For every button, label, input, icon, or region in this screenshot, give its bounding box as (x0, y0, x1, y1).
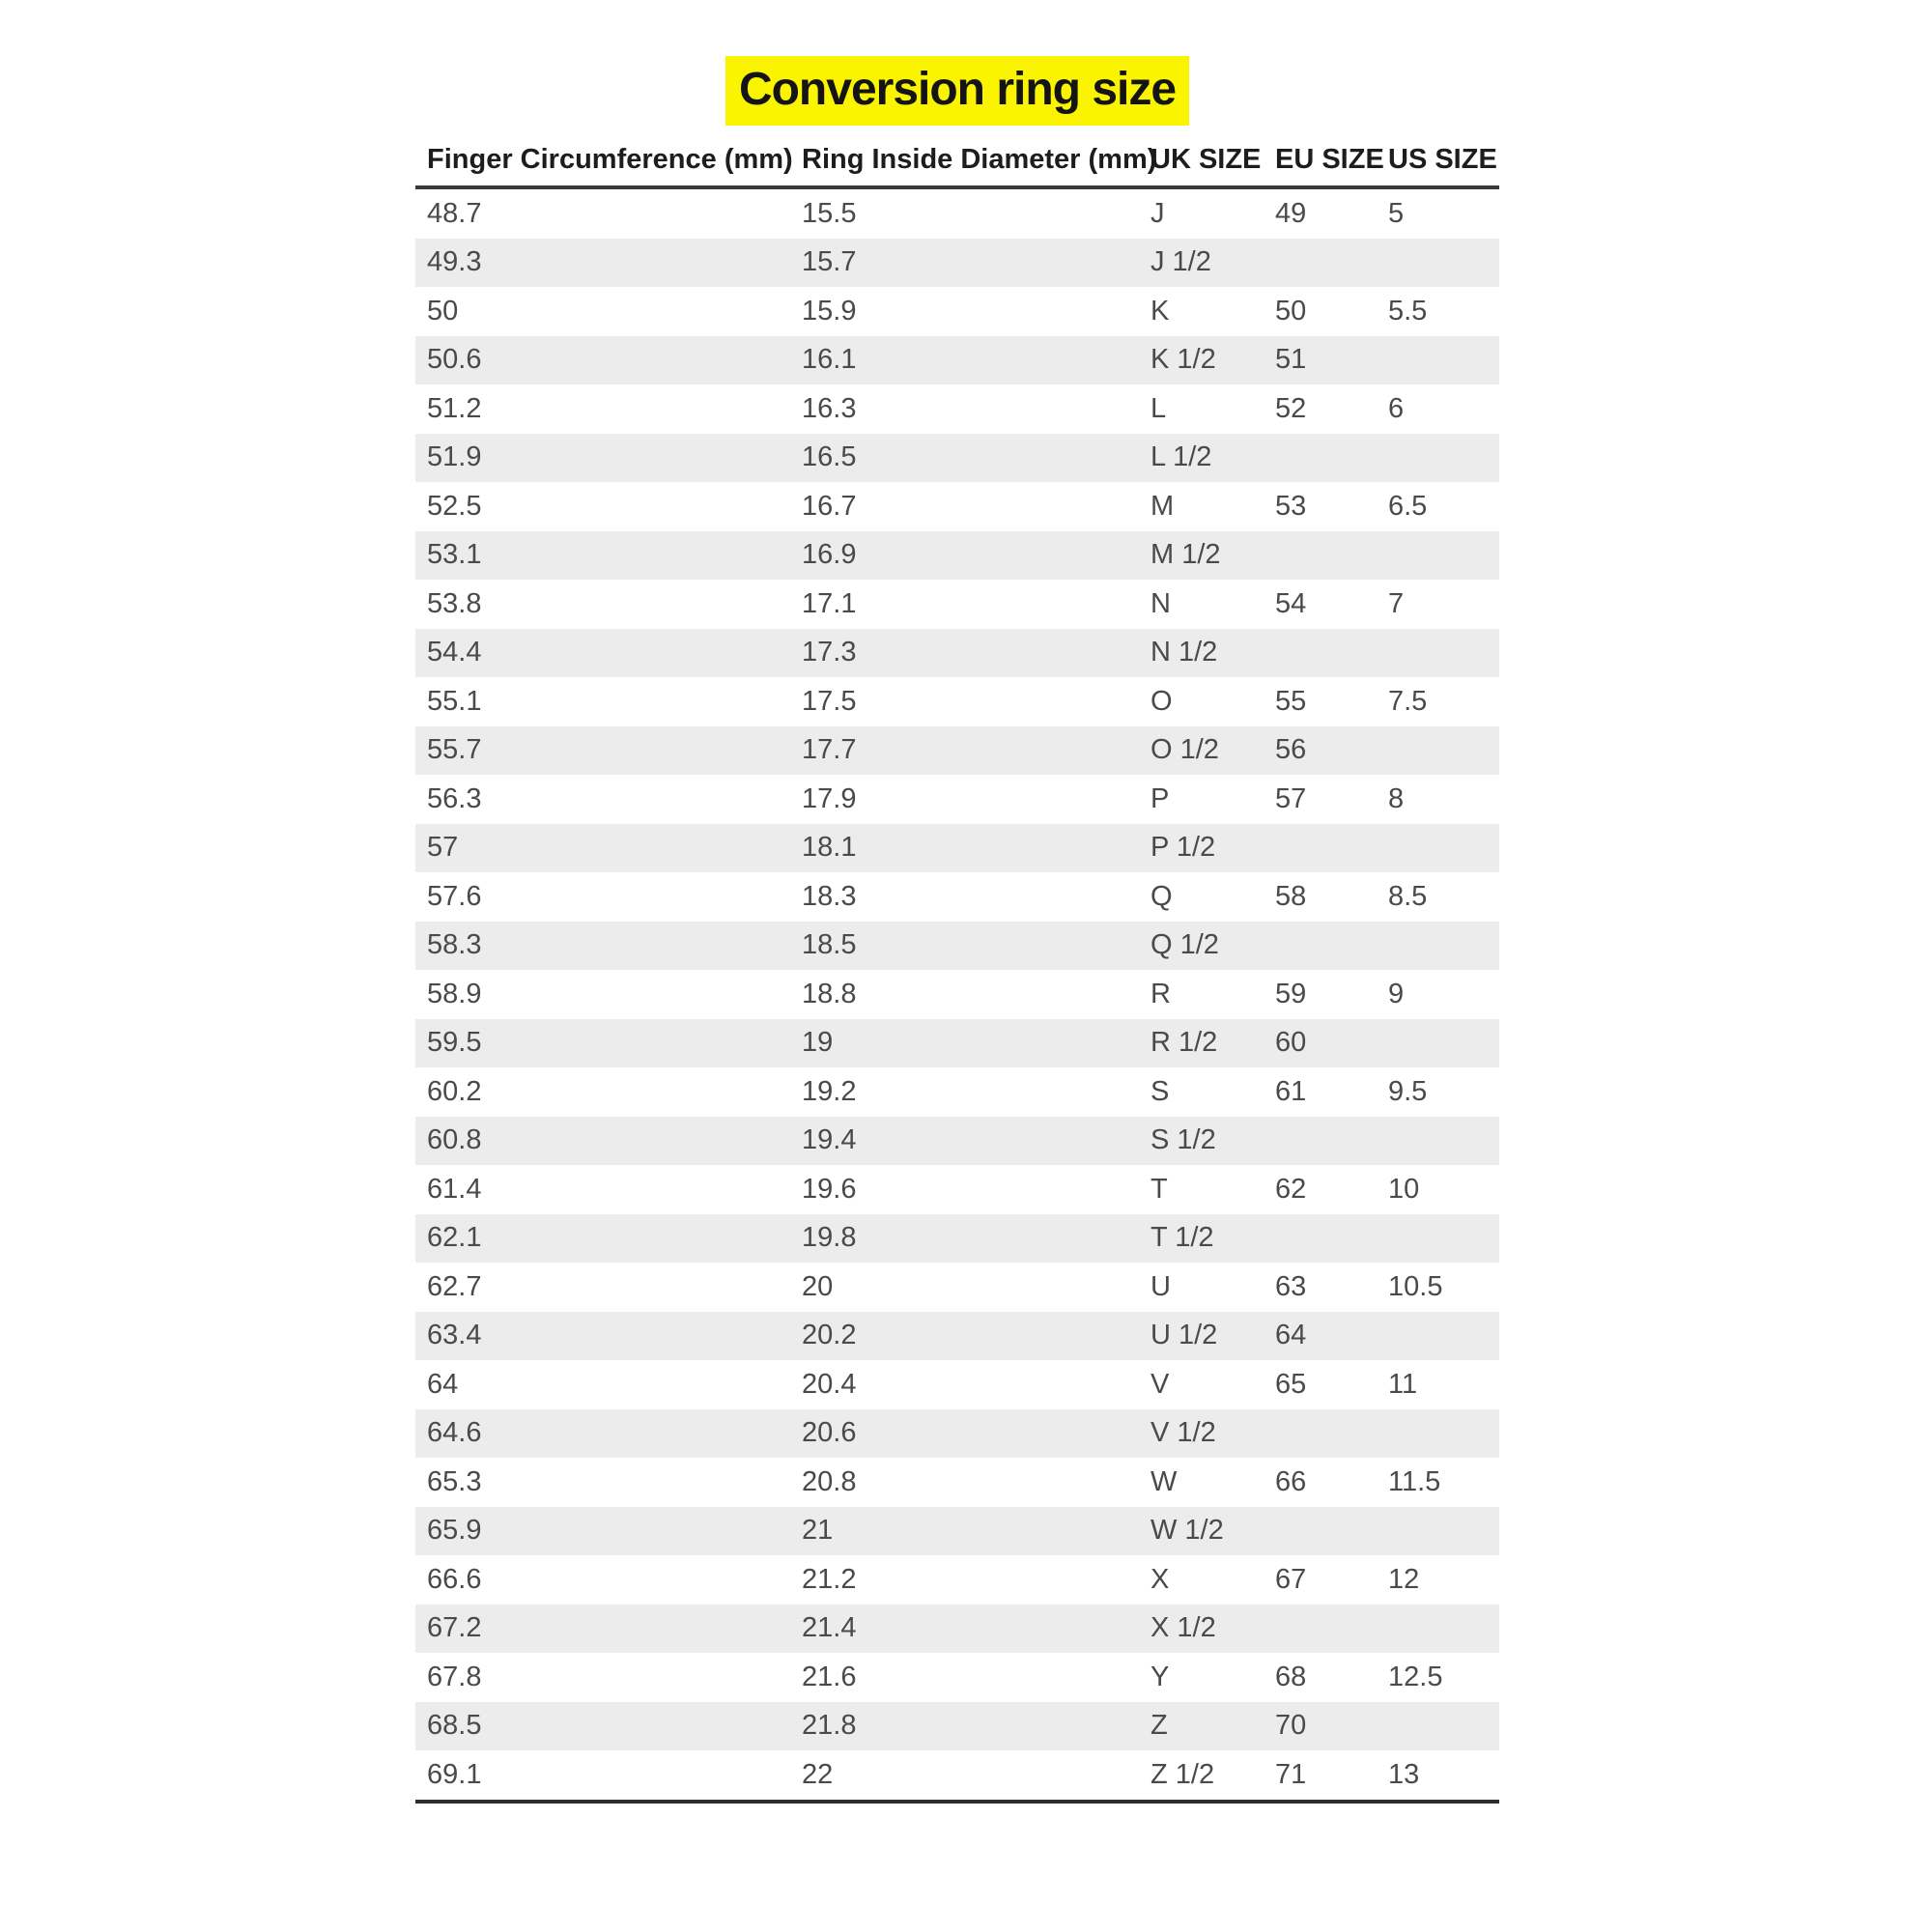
table-cell: O (1151, 685, 1173, 717)
table-cell: 8 (1388, 782, 1405, 814)
table-cell: U (1151, 1270, 1171, 1302)
table-cell: 5.5 (1388, 295, 1428, 327)
table-cell: 60.2 (427, 1075, 482, 1107)
table-cell: 61.4 (427, 1173, 482, 1205)
table-cell: 16.9 (802, 539, 857, 571)
table-row (415, 1605, 1499, 1654)
table-row (415, 1019, 1499, 1068)
table-cell: 20.2 (802, 1320, 857, 1351)
table-row (415, 189, 1499, 239)
table-cell: 16.5 (802, 441, 857, 473)
table-row (415, 726, 1499, 776)
table-cell: 10.5 (1388, 1270, 1443, 1302)
table-cell: 19.8 (802, 1222, 857, 1254)
table-cell: 18.5 (802, 929, 857, 961)
table-cell: 66 (1275, 1465, 1307, 1497)
table-row (415, 384, 1499, 434)
table-cell: 65.3 (427, 1465, 482, 1497)
table-cell: 57 (1275, 782, 1307, 814)
table-cell: 20.4 (802, 1368, 857, 1400)
table-cell: 59 (1275, 978, 1307, 1009)
table-row (415, 1117, 1499, 1166)
table-cell: 7.5 (1388, 685, 1428, 717)
table-cell: 51.9 (427, 441, 482, 473)
table-cell: 57 (427, 832, 459, 864)
table-cell: 53.8 (427, 587, 482, 619)
table-cell: Q (1151, 880, 1173, 912)
table-cell: 61 (1275, 1075, 1307, 1107)
header-eu-size: EU SIZE (1275, 143, 1384, 175)
table-cell: K (1151, 295, 1170, 327)
table-cell: 18.8 (802, 978, 857, 1009)
table-cell: R (1151, 978, 1171, 1009)
table-cell: 10 (1388, 1173, 1420, 1205)
table-cell: 21.4 (802, 1612, 857, 1644)
table-cell: 58.9 (427, 978, 482, 1009)
table-cell: M (1151, 490, 1175, 522)
table-cell: J 1/2 (1151, 246, 1211, 278)
table-cell: R 1/2 (1151, 1027, 1218, 1059)
table-cell: 16.7 (802, 490, 857, 522)
table-cell: O 1/2 (1151, 734, 1219, 766)
table-cell: 19.4 (802, 1124, 857, 1156)
table-cell: 11.5 (1388, 1465, 1441, 1497)
table-row (415, 1702, 1499, 1751)
table-cell: 52 (1275, 392, 1307, 424)
table-row (415, 1409, 1499, 1459)
table-cell: 56.3 (427, 782, 482, 814)
table-row (415, 1458, 1499, 1507)
table-cell: V (1151, 1368, 1170, 1400)
table-cell: 55.1 (427, 685, 482, 717)
table-cell: U 1/2 (1151, 1320, 1218, 1351)
table-cell: 55.7 (427, 734, 482, 766)
table-cell: 9.5 (1388, 1075, 1428, 1107)
table-cell: 56 (1275, 734, 1307, 766)
table-row (415, 824, 1499, 873)
header-ring-inside-diameter: Ring Inside Diameter (mm) (802, 143, 1157, 175)
table-cell: 11 (1388, 1368, 1418, 1400)
table-cell: 17.1 (802, 587, 857, 619)
table-cell: 53 (1275, 490, 1307, 522)
page-title: Conversion ring size (725, 56, 1189, 126)
table-cell: 68.5 (427, 1710, 482, 1742)
table-cell: S 1/2 (1151, 1124, 1216, 1156)
table-cell: 21.2 (802, 1563, 857, 1595)
table-cell: 15.7 (802, 246, 857, 278)
table-cell: 54.4 (427, 637, 482, 668)
table-cell: 50.6 (427, 344, 482, 376)
table-row (415, 1507, 1499, 1556)
table-cell: 12 (1388, 1563, 1420, 1595)
table-cell: 20.6 (802, 1417, 857, 1449)
table-row (415, 970, 1499, 1019)
table-cell: 8.5 (1388, 880, 1428, 912)
table-cell: 15.5 (802, 197, 857, 229)
table-body (415, 189, 1499, 1804)
table-cell: W 1/2 (1151, 1515, 1224, 1547)
table-cell: 67.2 (427, 1612, 482, 1644)
table-cell: 13 (1388, 1758, 1420, 1790)
table-cell: 69.1 (427, 1758, 482, 1790)
table-cell: 62 (1275, 1173, 1307, 1205)
table-cell: 60.8 (427, 1124, 482, 1156)
table-row (415, 482, 1499, 531)
table-cell: 63 (1275, 1270, 1307, 1302)
table-cell: 62.7 (427, 1270, 482, 1302)
table-cell: Y (1151, 1661, 1170, 1692)
table-cell: J (1151, 197, 1165, 229)
table-cell: 52.5 (427, 490, 482, 522)
table-row (415, 1360, 1499, 1409)
table-cell: 55 (1275, 685, 1307, 717)
table-row (415, 1653, 1499, 1702)
table-cell: 54 (1275, 587, 1307, 619)
table-row (415, 287, 1499, 336)
table-row (415, 629, 1499, 678)
table-cell: 65 (1275, 1368, 1307, 1400)
table-cell: 21 (802, 1515, 834, 1547)
table-cell: 68 (1275, 1661, 1307, 1692)
table-cell: T 1/2 (1151, 1222, 1214, 1254)
table-cell: 9 (1388, 978, 1405, 1009)
title-wrap (415, 56, 1499, 126)
table-cell: 59.5 (427, 1027, 482, 1059)
table-cell: 17.7 (802, 734, 857, 766)
table-cell: 64.6 (427, 1417, 482, 1449)
table-cell: W (1151, 1465, 1178, 1497)
table-row (415, 1555, 1499, 1605)
table-cell: 21.6 (802, 1661, 857, 1692)
table-cell: 49 (1275, 197, 1307, 229)
table-cell: 21.8 (802, 1710, 857, 1742)
table-cell: 16.3 (802, 392, 857, 424)
header-finger-circumference: Finger Circumference (mm) (427, 143, 793, 175)
table-cell: 60 (1275, 1027, 1307, 1059)
table-cell: 67 (1275, 1563, 1307, 1595)
table-cell: Z 1/2 (1151, 1758, 1215, 1790)
header-us-size: US SIZE (1388, 143, 1497, 175)
table-cell: 6.5 (1388, 490, 1428, 522)
table-cell: 62.1 (427, 1222, 482, 1254)
table-cell: L 1/2 (1151, 441, 1212, 473)
table-cell: 16.1 (802, 344, 857, 376)
table-row (415, 775, 1499, 824)
table-row (415, 434, 1499, 483)
table-cell: P (1151, 782, 1170, 814)
table-cell: 71 (1275, 1758, 1307, 1790)
table-row (415, 1750, 1499, 1800)
table-cell: 63.4 (427, 1320, 482, 1351)
table-cell: 48.7 (427, 197, 482, 229)
table-cell: 18.1 (802, 832, 857, 864)
table-row (415, 336, 1499, 385)
table-cell: M 1/2 (1151, 539, 1221, 571)
table-row (415, 239, 1499, 288)
table-cell: 53.1 (427, 539, 482, 571)
table-cell: 20.8 (802, 1465, 857, 1497)
table-row (415, 1263, 1499, 1312)
header-uk-size: UK SIZE (1151, 143, 1262, 175)
table-cell: 51.2 (427, 392, 482, 424)
table-cell: 57.6 (427, 880, 482, 912)
table-cell: 49.3 (427, 246, 482, 278)
table-cell: 18.3 (802, 880, 857, 912)
table-cell: 66.6 (427, 1563, 482, 1595)
table-cell: 58.3 (427, 929, 482, 961)
table-cell: X 1/2 (1151, 1612, 1216, 1644)
table-cell: 51 (1275, 344, 1307, 376)
table-cell: 5 (1388, 197, 1405, 229)
table-cell: 20 (802, 1270, 834, 1302)
table-cell: 6 (1388, 392, 1405, 424)
table-row (415, 1067, 1499, 1117)
table-cell: 70 (1275, 1710, 1307, 1742)
table-cell: X (1151, 1563, 1170, 1595)
table-cell: 17.9 (802, 782, 857, 814)
ring-size-conversion-table (415, 133, 1499, 1804)
table-cell: V 1/2 (1151, 1417, 1216, 1449)
table-cell: 50 (427, 295, 459, 327)
table-cell: S (1151, 1075, 1170, 1107)
table-cell: 22 (802, 1758, 834, 1790)
table-header-row (415, 133, 1499, 189)
table-row (415, 677, 1499, 726)
table-cell: Q 1/2 (1151, 929, 1219, 961)
table-row (415, 531, 1499, 581)
table-cell: 65.9 (427, 1515, 482, 1547)
table-cell: T (1151, 1173, 1168, 1205)
table-cell: 19.2 (802, 1075, 857, 1107)
table-cell: Z (1151, 1710, 1168, 1742)
table-cell: 12.5 (1388, 1661, 1443, 1692)
table-cell: 64 (427, 1368, 459, 1400)
table-cell: 58 (1275, 880, 1307, 912)
table-cell: N (1151, 587, 1171, 619)
table-row (415, 1165, 1499, 1214)
table-cell: N 1/2 (1151, 637, 1218, 668)
table-cell: 19 (802, 1027, 834, 1059)
table-cell: 64 (1275, 1320, 1307, 1351)
table-cell: P 1/2 (1151, 832, 1216, 864)
table-row (415, 580, 1499, 629)
table-row (415, 1214, 1499, 1264)
table-cell: L (1151, 392, 1167, 424)
table-row (415, 1312, 1499, 1361)
table-cell: 17.5 (802, 685, 857, 717)
table-cell: 15.9 (802, 295, 857, 327)
table-row (415, 872, 1499, 922)
table-cell: 7 (1388, 587, 1405, 619)
table-cell: 67.8 (427, 1661, 482, 1692)
table-cell: 17.3 (802, 637, 857, 668)
table-cell: 19.6 (802, 1173, 857, 1205)
table-row (415, 922, 1499, 971)
table-cell: 50 (1275, 295, 1307, 327)
table-cell: K 1/2 (1151, 344, 1216, 376)
